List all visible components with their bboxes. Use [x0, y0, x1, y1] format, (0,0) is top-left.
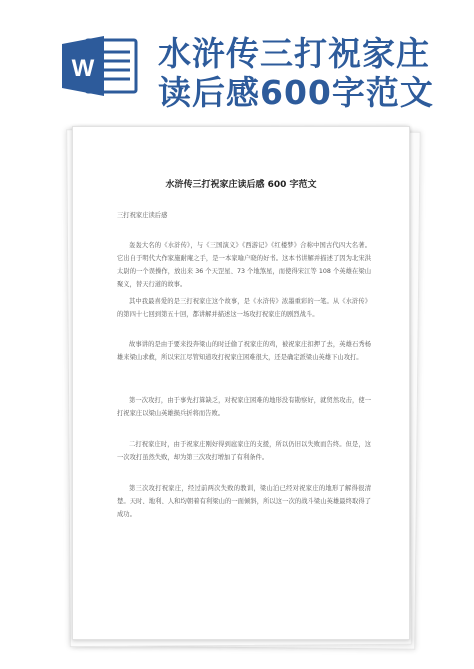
- document-page: [72, 126, 410, 640]
- word-document-icon: [60, 34, 140, 98]
- document-paragraph: 故事讲的是由于要来投奔梁山的时迁偷了祝家庄的鸡，被祝家庄扣押了去，英雄石秀杨雄来梁山求救，所以宋江尽管知道攻打祝家庄困难很大，还是确定派梁山英雄下山攻打。: [117, 341, 371, 361]
- page-title-line-2: 读后感600字范文: [158, 73, 434, 112]
- document-paragraph: 轰轰大名的《水浒传》，与《三国演义》《西游记》《红楼梦》合称中国古代四大名著。它出自于明代大作家施耐庵之手，是一本家喻户晓的好书。这本书讲解并描述了因为北宋洪太尉的一个误操作，放出来 36 个天罡星、73 个地煞星，而使得宋江等 108 个英雄在梁山聚义，替天行道的故事。: [117, 242, 371, 288]
- document-paragraph: 二打祝家庄时，由于祝家庄刚好得到扈家庄的支援，所以仍旧以失败而告终。但是，这一次攻打虽然失败，却为第三次攻打增加了有利条件。: [117, 441, 371, 461]
- svg-text:W: W: [71, 55, 95, 82]
- document-paragraph: 三打祝家庄读后感: [117, 212, 168, 219]
- document-preview: [66, 126, 416, 646]
- document-paragraph: 第三次攻打祝家庄，经过前两次失败的教训，梁山泊已经对祝家庄的地形了解得很清楚。天时、地利、人和均朝着有利梁山的一面倾斜，所以这一次的战斗梁山英雄最终取得了成功。: [117, 485, 371, 518]
- document-title: 水浒传三打祝家庄读后感 600 字范文: [165, 180, 317, 190]
- page-title-line-1: 水浒传三打祝家庄: [158, 34, 430, 73]
- document-paragraph: 第一次攻打，由于事先打算缺乏，对祝家庄困难的地形没有勘察好，就贸然攻击，使一打祝家庄以梁山英雄损兵折将而告败。: [117, 397, 371, 417]
- page-header: [0, 0, 474, 118]
- document-paragraph: 其中我最喜爱的是三打祝家庄这个故事，是《水浒传》浓墨重彩的一笔。从《水浒传》的第四十七回到第五十回，都讲解并描述这一场攻打祝家庄的剧烈战斗。: [117, 298, 371, 318]
